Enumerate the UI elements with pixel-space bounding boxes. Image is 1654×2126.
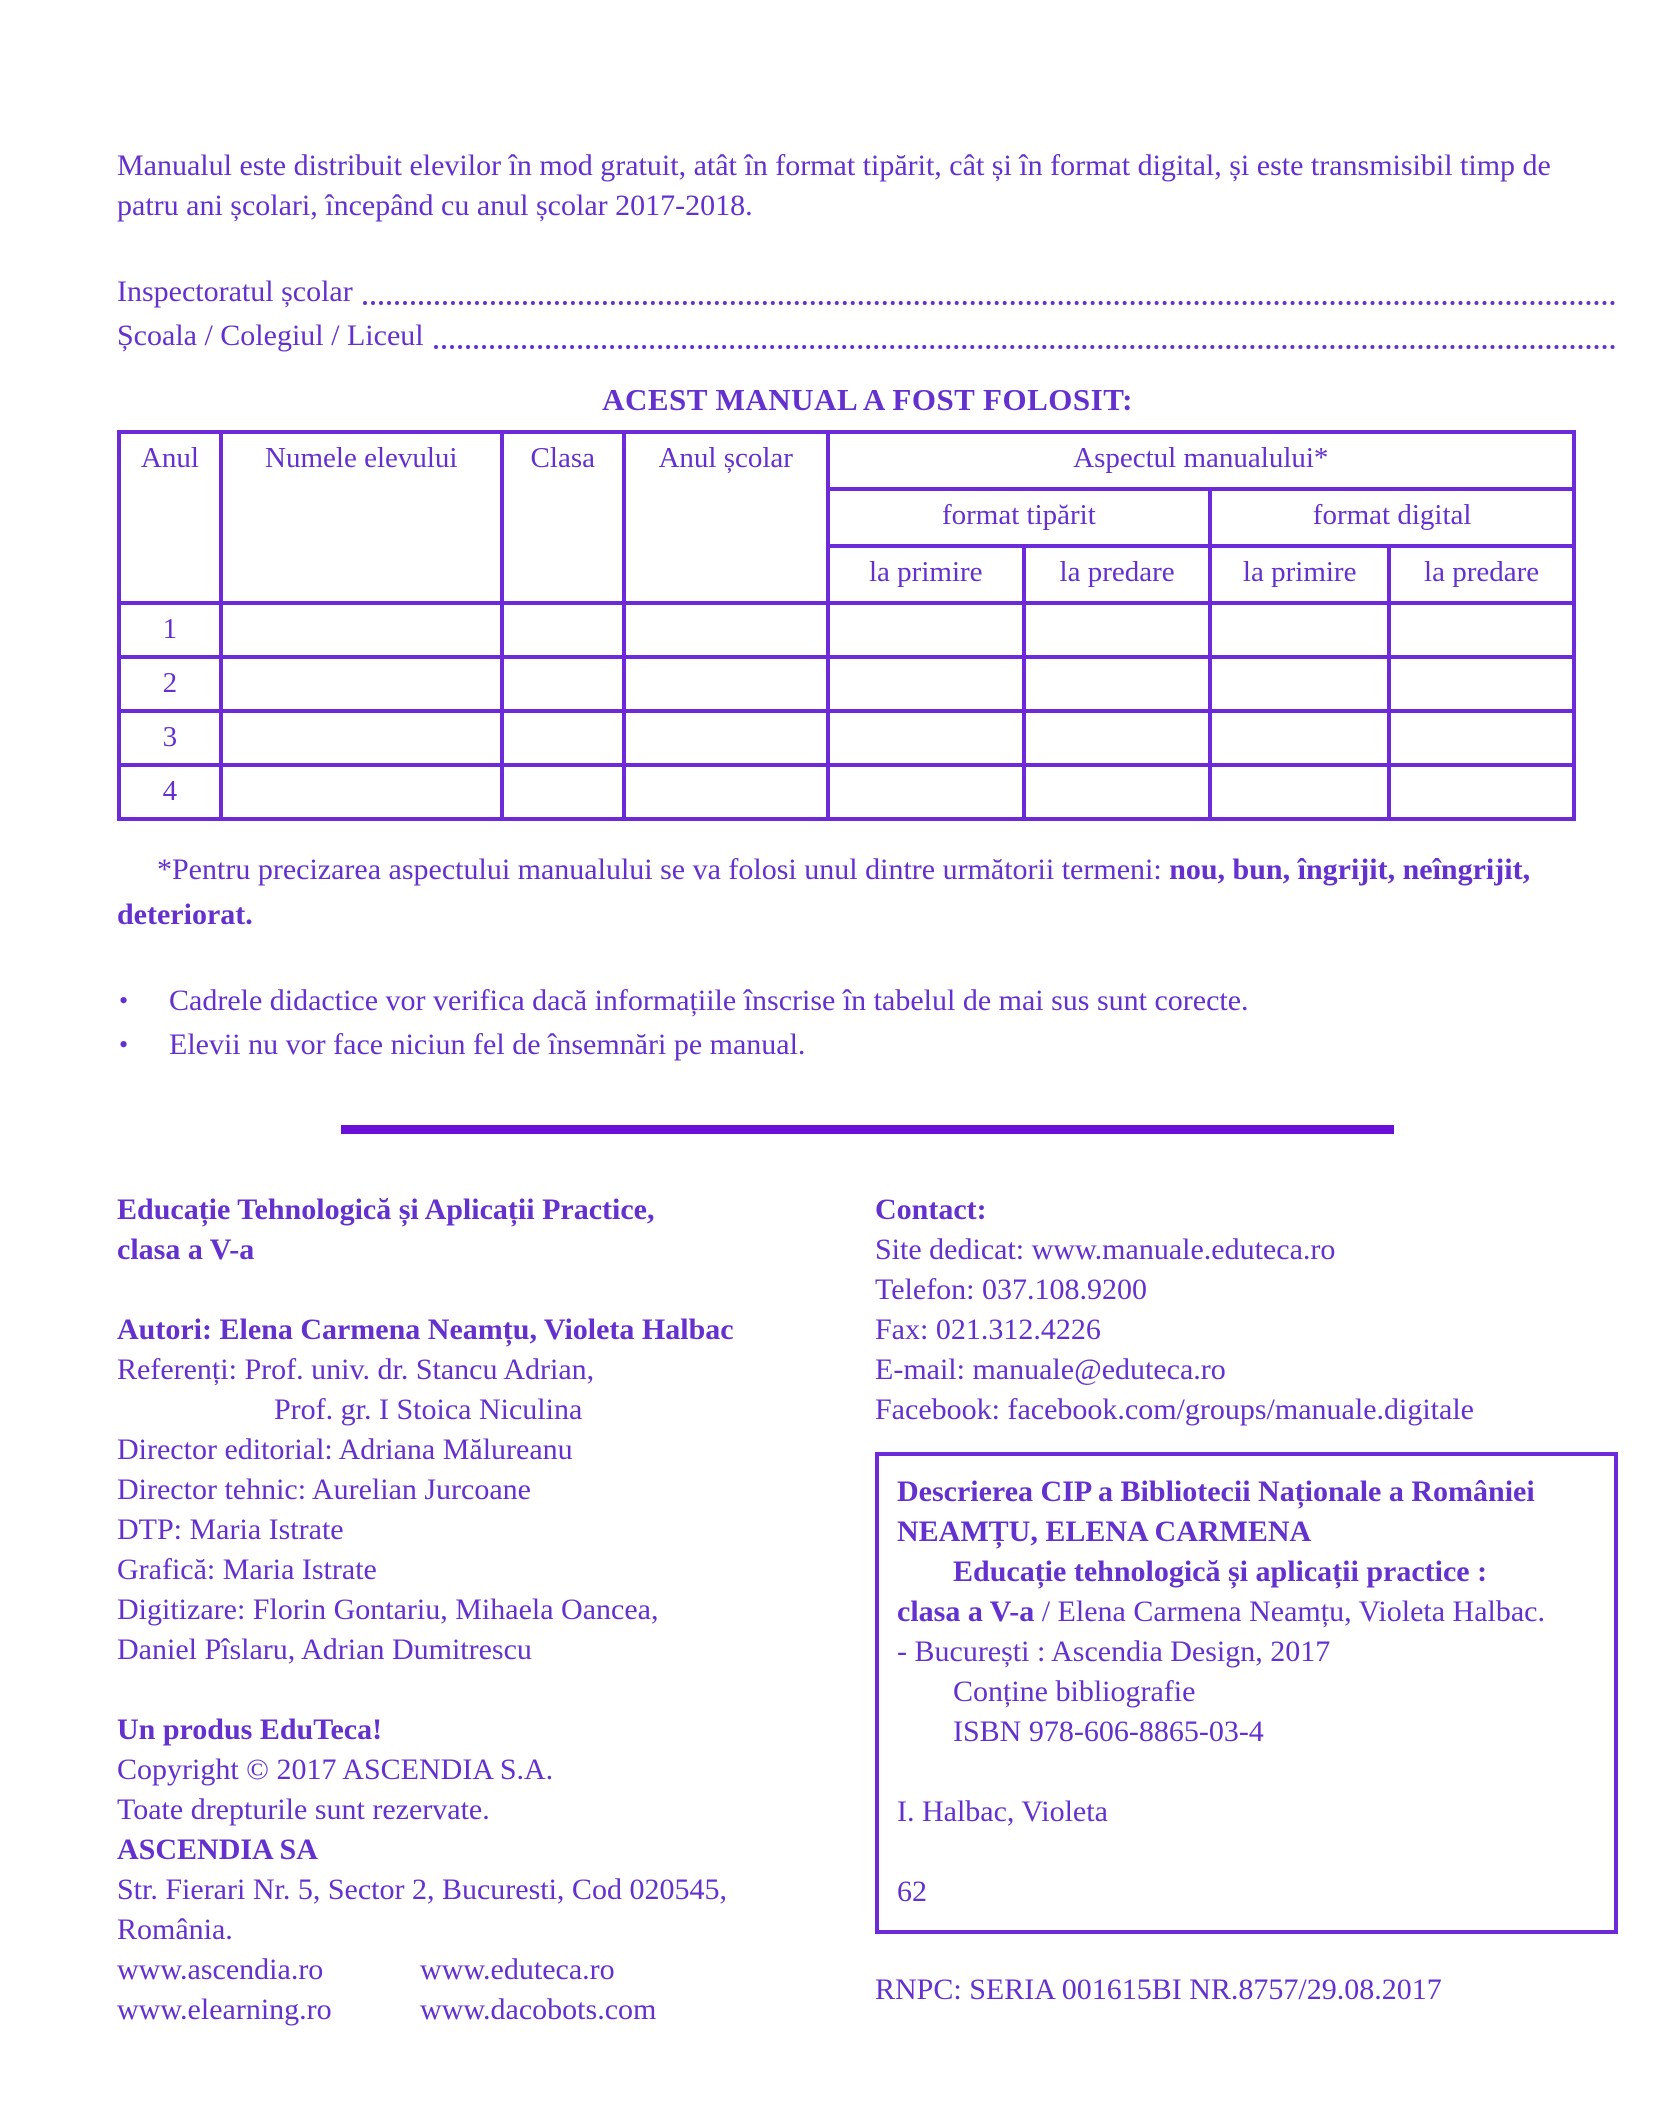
empty-cell[interactable] bbox=[221, 603, 502, 657]
empty-cell[interactable] bbox=[221, 765, 502, 819]
manual-usage-table bbox=[117, 430, 1576, 821]
rules-list bbox=[117, 979, 1618, 1067]
table-row bbox=[119, 657, 1574, 711]
row-number: 2 bbox=[119, 657, 221, 711]
empty-cell[interactable] bbox=[828, 603, 1024, 657]
cip-subtitle-line bbox=[897, 1592, 1596, 1632]
contact-title: Contact: bbox=[875, 1193, 987, 1226]
footnote-text: *Pentru precizarea aspectului manualului se va folosi unul dintre următorii termeni: bbox=[157, 853, 1170, 886]
empty-cell[interactable] bbox=[1389, 711, 1574, 765]
cip-header: Descrierea CIP a Bibliotecii Naționale a României bbox=[897, 1475, 1535, 1508]
inspectorate-label: Inspectoratul școlar bbox=[117, 275, 353, 308]
col-header-anul: Anul bbox=[119, 432, 221, 603]
empty-cell[interactable] bbox=[502, 603, 624, 657]
empty-cell[interactable] bbox=[828, 765, 1024, 819]
empty-cell[interactable] bbox=[1389, 765, 1574, 819]
row-number: 3 bbox=[119, 711, 221, 765]
inspectorate-line bbox=[117, 270, 1618, 314]
contact-column bbox=[875, 1190, 1618, 2030]
rnpc-line: RNPC: SERIA 001615BI NR.8757/29.08.2017 bbox=[875, 1973, 1442, 2006]
cip-classification: 62 bbox=[897, 1875, 927, 1908]
empty-cell[interactable] bbox=[502, 765, 624, 819]
empty-cell[interactable] bbox=[828, 711, 1024, 765]
cip-index-entry: I. Halbac, Violeta bbox=[897, 1795, 1108, 1828]
school-label: Școala / Colegiul / Liceul bbox=[117, 319, 424, 352]
empty-cell[interactable] bbox=[828, 657, 1024, 711]
empty-cell[interactable] bbox=[1024, 603, 1210, 657]
col-header-la-primire-tiparit: la primire bbox=[828, 546, 1024, 603]
website-elearning: www.elearning.ro bbox=[117, 1993, 332, 2026]
col-header-la-predare-tiparit: la predare bbox=[1024, 546, 1210, 603]
list-item: • Elevii nu vor face niciun fel de însemnări pe manual. bbox=[117, 1023, 1618, 1067]
empty-cell[interactable] bbox=[624, 711, 828, 765]
section-divider bbox=[341, 1125, 1394, 1134]
director-editorial-line: Director editorial: Adriana Mălureanu bbox=[117, 1433, 573, 1466]
book-title-line1: Educație Tehnologică și Aplicații Practice, bbox=[117, 1193, 655, 1226]
referents-line2: Prof. gr. I Stoica Niculina bbox=[274, 1393, 583, 1426]
empty-cell[interactable] bbox=[624, 657, 828, 711]
publisher-column bbox=[117, 1190, 875, 2030]
empty-cell[interactable] bbox=[1024, 711, 1210, 765]
fill-in-lines bbox=[117, 270, 1618, 358]
empty-cell[interactable] bbox=[1389, 603, 1574, 657]
contact-fax: Fax: 021.312.4226 bbox=[875, 1313, 1101, 1346]
digitizare-line1: Digitizare: Florin Gontariu, Mihaela Oancea, bbox=[117, 1593, 659, 1626]
website-eduteca: www.eduteca.ro bbox=[420, 1953, 615, 1986]
row-number: 1 bbox=[119, 603, 221, 657]
table-row bbox=[119, 711, 1574, 765]
director-tehnic-line: Director tehnic: Aurelian Jurcoane bbox=[117, 1473, 531, 1506]
aspect-footnote bbox=[117, 847, 1579, 937]
digitizare-line2: Daniel Pîslaru, Adrian Dumitrescu bbox=[117, 1633, 532, 1666]
cip-subtitle-bold: clasa a V-a bbox=[897, 1595, 1035, 1628]
distribution-paragraph: Manualul este distribuit elevilor în mod gratuit, atât în format tipărit, cât și în format digital, și este transmisibil timp de patru ani școlari, începând cu anul școlar 2017-2018. bbox=[117, 149, 1551, 222]
company-name: ASCENDIA SA bbox=[117, 1833, 318, 1866]
website-dacobots: www.dacobots.com bbox=[420, 1993, 657, 2026]
table-row bbox=[119, 603, 1574, 657]
websites-row1 bbox=[117, 1950, 875, 1990]
empty-cell[interactable] bbox=[502, 657, 624, 711]
cip-isbn: ISBN 978-606-8865-03-4 bbox=[953, 1715, 1264, 1748]
copyright-line: Copyright © 2017 ASCENDIA S.A. bbox=[117, 1753, 554, 1786]
col-header-format-digital: format digital bbox=[1210, 489, 1574, 546]
cip-bibliography: Conține bibliografie bbox=[953, 1675, 1196, 1708]
contact-facebook: Facebook: facebook.com/groups/manuale.digitale bbox=[875, 1393, 1474, 1426]
col-header-anul-scolar: Anul școlar bbox=[624, 432, 828, 603]
empty-cell[interactable] bbox=[221, 711, 502, 765]
cip-author-caps: NEAMȚU, ELENA CARMENA bbox=[897, 1515, 1312, 1548]
empty-cell[interactable] bbox=[1210, 603, 1389, 657]
inspectorate-dotted-blank[interactable] bbox=[363, 301, 1616, 305]
contact-phone: Telefon: 037.108.9200 bbox=[875, 1273, 1148, 1306]
cip-description-box bbox=[875, 1452, 1618, 1934]
book-title-line2: clasa a V-a bbox=[117, 1233, 255, 1266]
col-header-clasa: Clasa bbox=[502, 432, 624, 603]
authors-line: Autori: Elena Carmena Neamțu, Violeta Halbac bbox=[117, 1313, 734, 1346]
school-line bbox=[117, 314, 1618, 358]
col-header-format-tiparit: format tipărit bbox=[828, 489, 1211, 546]
grafica-line: Grafică: Maria Istrate bbox=[117, 1553, 377, 1586]
cip-subtitle-rest: / Elena Carmena Neamțu, Violeta Halbac. bbox=[1034, 1595, 1545, 1628]
col-header-aspect: Aspectul manualului* bbox=[828, 432, 1574, 489]
rights-line: Toate drepturile sunt rezervate. bbox=[117, 1793, 490, 1826]
dtp-line: DTP: Maria Istrate bbox=[117, 1513, 344, 1546]
empty-cell[interactable] bbox=[502, 711, 624, 765]
col-header-la-primire-digital: la primire bbox=[1210, 546, 1389, 603]
usage-table-title: ACEST MANUAL A FOST FOLOSIT: bbox=[602, 382, 1133, 417]
col-header-numele-elevului: Numele elevului bbox=[221, 432, 502, 603]
address-line1: Str. Fierari Nr. 5, Sector 2, Bucuresti, Cod 020545, bbox=[117, 1873, 727, 1906]
table-row bbox=[119, 765, 1574, 819]
empty-cell[interactable] bbox=[624, 765, 828, 819]
contact-email: E-mail: manuale@eduteca.ro bbox=[875, 1353, 1226, 1386]
school-dotted-blank[interactable] bbox=[434, 345, 1616, 349]
empty-cell[interactable] bbox=[1210, 765, 1389, 819]
empty-cell[interactable] bbox=[1210, 711, 1389, 765]
websites-row2 bbox=[117, 1990, 875, 2030]
address-line2: România. bbox=[117, 1913, 233, 1946]
empty-cell[interactable] bbox=[1210, 657, 1389, 711]
website-ascendia: www.ascendia.ro bbox=[117, 1953, 324, 1986]
empty-cell[interactable] bbox=[1389, 657, 1574, 711]
list-item: • Cadrele didactice vor verifica dacă informațiile înscrise în tabelul de mai sus sunt corecte. bbox=[117, 979, 1618, 1023]
publisher-info-columns bbox=[117, 1190, 1618, 2030]
referents-line1: Referenți: Prof. univ. dr. Stancu Adrian, bbox=[117, 1353, 595, 1386]
contact-site: Site dedicat: www.manuale.eduteca.ro bbox=[875, 1233, 1336, 1266]
empty-cell[interactable] bbox=[221, 657, 502, 711]
empty-cell[interactable] bbox=[624, 603, 828, 657]
footnote-terms: nou, bun, îngrijit, neîngrijit, deteriorat. bbox=[117, 853, 1531, 931]
cip-publisher-line: - București : Ascendia Design, 2017 bbox=[897, 1635, 1331, 1668]
eduteca-product-line: Un produs EduTeca! bbox=[117, 1713, 383, 1746]
cip-title-line: Educație tehnologică și aplicații practice : bbox=[953, 1555, 1488, 1588]
col-header-la-predare-digital: la predare bbox=[1389, 546, 1574, 603]
row-number: 4 bbox=[119, 765, 221, 819]
empty-cell[interactable] bbox=[1024, 657, 1210, 711]
empty-cell[interactable] bbox=[1024, 765, 1210, 819]
